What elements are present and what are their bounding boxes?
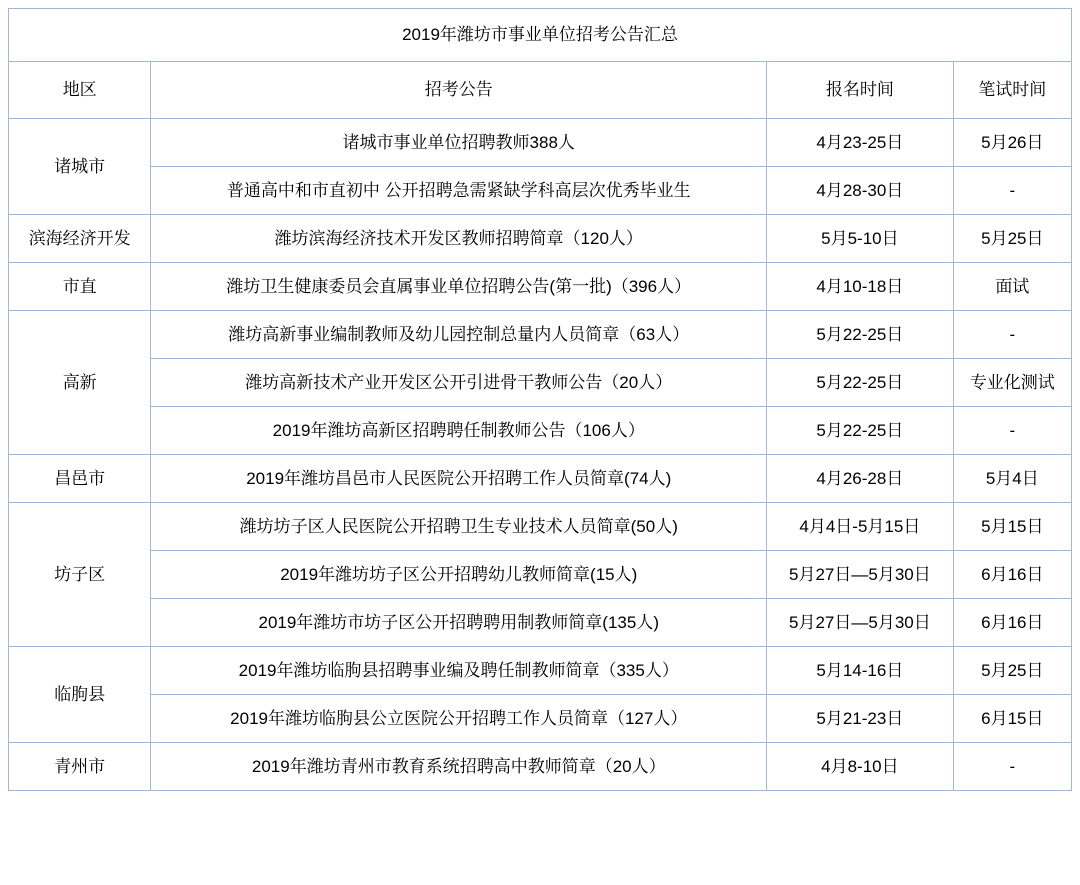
exam-time: - [953, 311, 1071, 359]
table-row [9, 743, 1072, 791]
region-cell: 坊子区 [9, 503, 151, 647]
region-cell: 滨海经济开发 [9, 215, 151, 263]
signup-time: 5月5-10日 [767, 215, 954, 263]
table-row [9, 695, 1072, 743]
table-row [9, 359, 1072, 407]
exam-time: 5月15日 [953, 503, 1071, 551]
column-header-region: 地区 [9, 62, 151, 119]
signup-time: 5月27日—5月30日 [767, 599, 954, 647]
region-cell: 青州市 [9, 743, 151, 791]
announcement-link[interactable]: 潍坊卫生健康委员会直属事业单位招聘公告(第一批)（396人） [151, 263, 767, 311]
region-cell: 昌邑市 [9, 455, 151, 503]
table-row [9, 455, 1072, 503]
announcement-link[interactable]: 2019年潍坊市坊子区公开招聘聘用制教师简章(135人) [151, 599, 767, 647]
announcement-table [8, 8, 1072, 791]
table-row [9, 167, 1072, 215]
table-row [9, 311, 1072, 359]
signup-time: 4月8-10日 [767, 743, 954, 791]
exam-time: - [953, 167, 1071, 215]
announcement-link[interactable]: 潍坊坊子区人民医院公开招聘卫生专业技术人员简章(50人) [151, 503, 767, 551]
region-cell: 市直 [9, 263, 151, 311]
table-row [9, 599, 1072, 647]
signup-time: 5月22-25日 [767, 359, 954, 407]
announcement-link[interactable]: 2019年潍坊高新区招聘聘任制教师公告（106人） [151, 407, 767, 455]
signup-time: 4月26-28日 [767, 455, 954, 503]
table-row [9, 551, 1072, 599]
announcement-link[interactable]: 2019年潍坊临朐县招聘事业编及聘任制教师简章（335人） [151, 647, 767, 695]
table-row [9, 503, 1072, 551]
table-header-row [9, 62, 1072, 119]
announcement-link[interactable]: 2019年潍坊坊子区公开招聘幼儿教师简章(15人) [151, 551, 767, 599]
signup-time: 5月21-23日 [767, 695, 954, 743]
table-row [9, 647, 1072, 695]
signup-time: 5月14-16日 [767, 647, 954, 695]
announcement-link[interactable]: 诸城市事业单位招聘教师388人 [151, 119, 767, 167]
region-cell: 诸城市 [9, 119, 151, 215]
exam-time: 5月26日 [953, 119, 1071, 167]
announcement-link[interactable]: 2019年潍坊昌邑市人民医院公开招聘工作人员简章(74人) [151, 455, 767, 503]
signup-time: 5月22-25日 [767, 311, 954, 359]
table-body [9, 9, 1072, 791]
signup-time: 5月22-25日 [767, 407, 954, 455]
exam-time: 面试 [953, 263, 1071, 311]
exam-time: 6月16日 [953, 599, 1071, 647]
table-row [9, 215, 1072, 263]
announcement-link[interactable]: 潍坊滨海经济技术开发区教师招聘简章（120人） [151, 215, 767, 263]
announcement-link[interactable]: 潍坊高新技术产业开发区公开引进骨干教师公告（20人） [151, 359, 767, 407]
table-row [9, 119, 1072, 167]
signup-time: 4月28-30日 [767, 167, 954, 215]
exam-time: 6月16日 [953, 551, 1071, 599]
signup-time: 5月27日—5月30日 [767, 551, 954, 599]
table-row [9, 407, 1072, 455]
column-header-exam-time: 笔试时间 [953, 62, 1071, 119]
table-title: 2019年潍坊市事业单位招考公告汇总 [9, 9, 1072, 62]
announcement-link[interactable]: 2019年潍坊青州市教育系统招聘高中教师简章（20人） [151, 743, 767, 791]
table-title-row [9, 9, 1072, 62]
column-header-announcement: 招考公告 [151, 62, 767, 119]
exam-time: 5月4日 [953, 455, 1071, 503]
exam-time: 5月25日 [953, 647, 1071, 695]
announcement-link[interactable]: 潍坊高新事业编制教师及幼儿园控制总量内人员简章（63人） [151, 311, 767, 359]
column-header-signup-time: 报名时间 [767, 62, 954, 119]
exam-time: 专业化测试 [953, 359, 1071, 407]
exam-time: 5月25日 [953, 215, 1071, 263]
table-row [9, 263, 1072, 311]
exam-time: 6月15日 [953, 695, 1071, 743]
region-cell: 临朐县 [9, 647, 151, 743]
region-cell: 高新 [9, 311, 151, 455]
exam-time: - [953, 407, 1071, 455]
announcement-link[interactable]: 普通高中和市直初中 公开招聘急需紧缺学科高层次优秀毕业生 [151, 167, 767, 215]
signup-time: 4月10-18日 [767, 263, 954, 311]
signup-time: 4月23-25日 [767, 119, 954, 167]
exam-time: - [953, 743, 1071, 791]
announcement-link[interactable]: 2019年潍坊临朐县公立医院公开招聘工作人员简章（127人） [151, 695, 767, 743]
signup-time: 4月4日-5月15日 [767, 503, 954, 551]
